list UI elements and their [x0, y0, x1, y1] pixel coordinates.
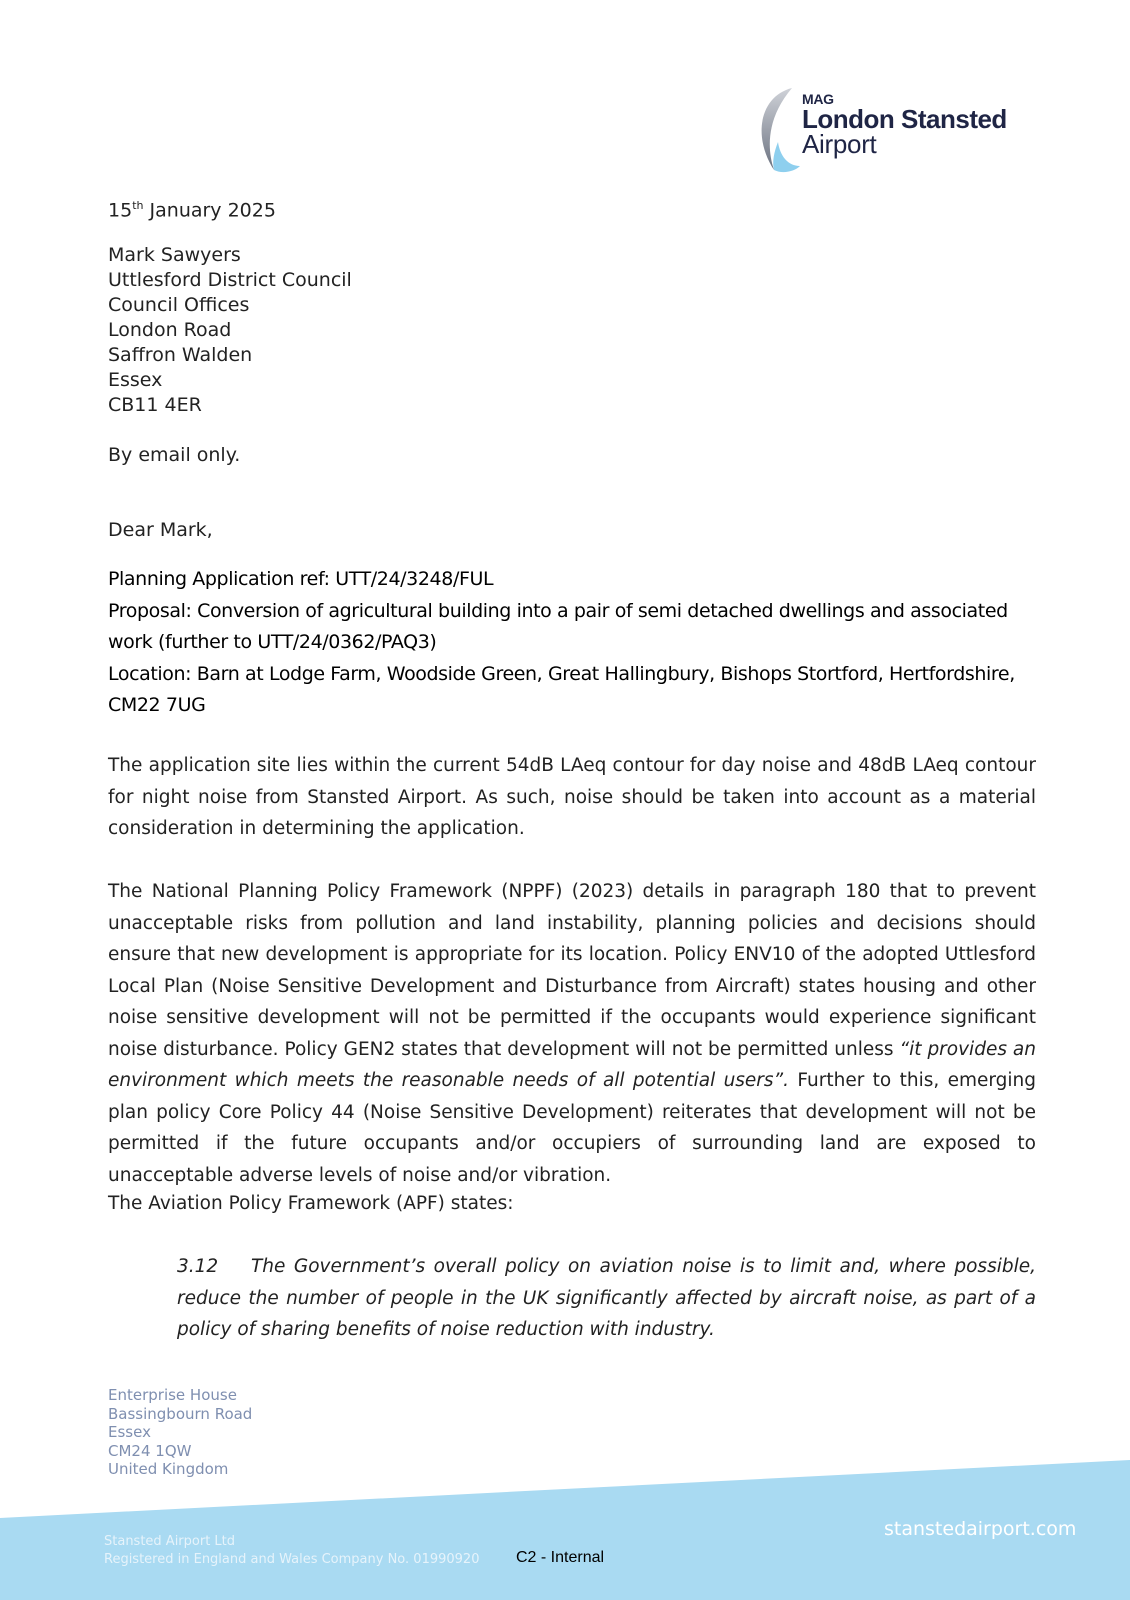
- recipient-line: Council Offices: [108, 294, 250, 316]
- body-paragraph-1: The application site lies within the current 54dB LAeq contour for day noise and 48dB LAeq contour for night noise from Stansted Airport. As such, noise should be taken into account as a material consideration in determining the application.: [108, 755, 1036, 839]
- subject-location: Location: Barn at Lodge Farm, Woodside Green, Great Hallingbury, Bishops Stortford, Hertfordshire, CM22 7UG: [108, 662, 1015, 716]
- date-suffix: th: [132, 199, 144, 212]
- company-logo: [752, 86, 1032, 176]
- website-link[interactable]: stanstedairport.com: [884, 1518, 1077, 1540]
- footer-address-line: Enterprise House: [108, 1386, 237, 1404]
- logo-mag: MAG: [802, 91, 834, 107]
- body-paragraph-2: [108, 876, 1036, 1191]
- salutation: Dear Mark,: [108, 519, 213, 541]
- apf-quote: [177, 1251, 1036, 1346]
- footer-address-line: Bassingbourn Road: [108, 1404, 253, 1423]
- recipient-line: CB11 4ER: [108, 394, 202, 416]
- company-number: Registered in England and Wales Company No. 01990920: [104, 1552, 480, 1567]
- para2-quote: “it provides an environment which meets the reasonable needs of all potential users”.: [108, 1038, 1036, 1091]
- logo-name: London Stansted: [802, 104, 1007, 134]
- footer-address-line: United Kingdom: [108, 1460, 229, 1478]
- subject-proposal: Proposal: Conversion of agricultural building into a pair of semi detached dwellings and associated work (further to UTT/24/0362/PAQ3): [108, 599, 1008, 653]
- subject-ref: Planning Application ref: UTT/24/3248/FUL: [108, 568, 494, 590]
- footer-address-line: Essex: [108, 1423, 151, 1441]
- quote-number: 3.12: [177, 1256, 219, 1277]
- crescent-logo-icon: [752, 86, 804, 174]
- recipient-line: Uttlesford District Council: [108, 269, 352, 291]
- body-paragraph-3: The Aviation Policy Framework (APF) states:: [108, 1193, 514, 1214]
- recipient-line: London Road: [108, 319, 232, 341]
- quote-text: The Government’s overall policy on aviation noise is to limit and, where possible, reduce the number of people in the UK significantly affected by aircraft noise, as part of a policy of sharing benefits of noise reduction with industry.: [177, 1256, 1036, 1340]
- para2-start: The National Planning Policy Framework (NPPF) (2023) details in paragraph 180 that to prevent unacceptable risks from pollution and land instability, planning policies and decisions should ensure that new development is appropriate for its location. Policy ENV10 of the adopted Uttlesford Local Plan (Noise Sensitive Development and Disturbance from Aircraft) states housing and other noise sensitive development will not be permitted if the occupants would experience significant noise disturbance. Policy GEN2 states that development will not be permitted unless: [108, 881, 1036, 1060]
- delivery-note: By email only.: [108, 444, 241, 466]
- company-registration: [104, 1533, 479, 1569]
- logo-airport: Airport: [802, 129, 877, 159]
- recipient-address: [108, 243, 352, 418]
- letter-date: [108, 193, 276, 223]
- footer-address-line: CM24 1QW: [108, 1441, 192, 1460]
- date-rest: January 2025: [143, 199, 276, 222]
- recipient-line: Essex: [108, 369, 163, 391]
- company-name: Stansted Airport Ltd: [104, 1534, 236, 1549]
- recipient-line: Saffron Walden: [108, 344, 253, 366]
- classification-label: C2 - Internal: [516, 1549, 605, 1566]
- subject-block: [108, 564, 1036, 722]
- para2-end: Further to this, emerging plan policy Core Policy 44 (Noise Sensitive Development) reiterates that development will not be permitted if the future occupants and/or occupiers of surrounding land are exposed to unacceptable adverse levels of noise and/or vibration.: [108, 1070, 1037, 1186]
- recipient-line: Mark Sawyers: [108, 244, 241, 266]
- date-day: 15: [108, 199, 133, 222]
